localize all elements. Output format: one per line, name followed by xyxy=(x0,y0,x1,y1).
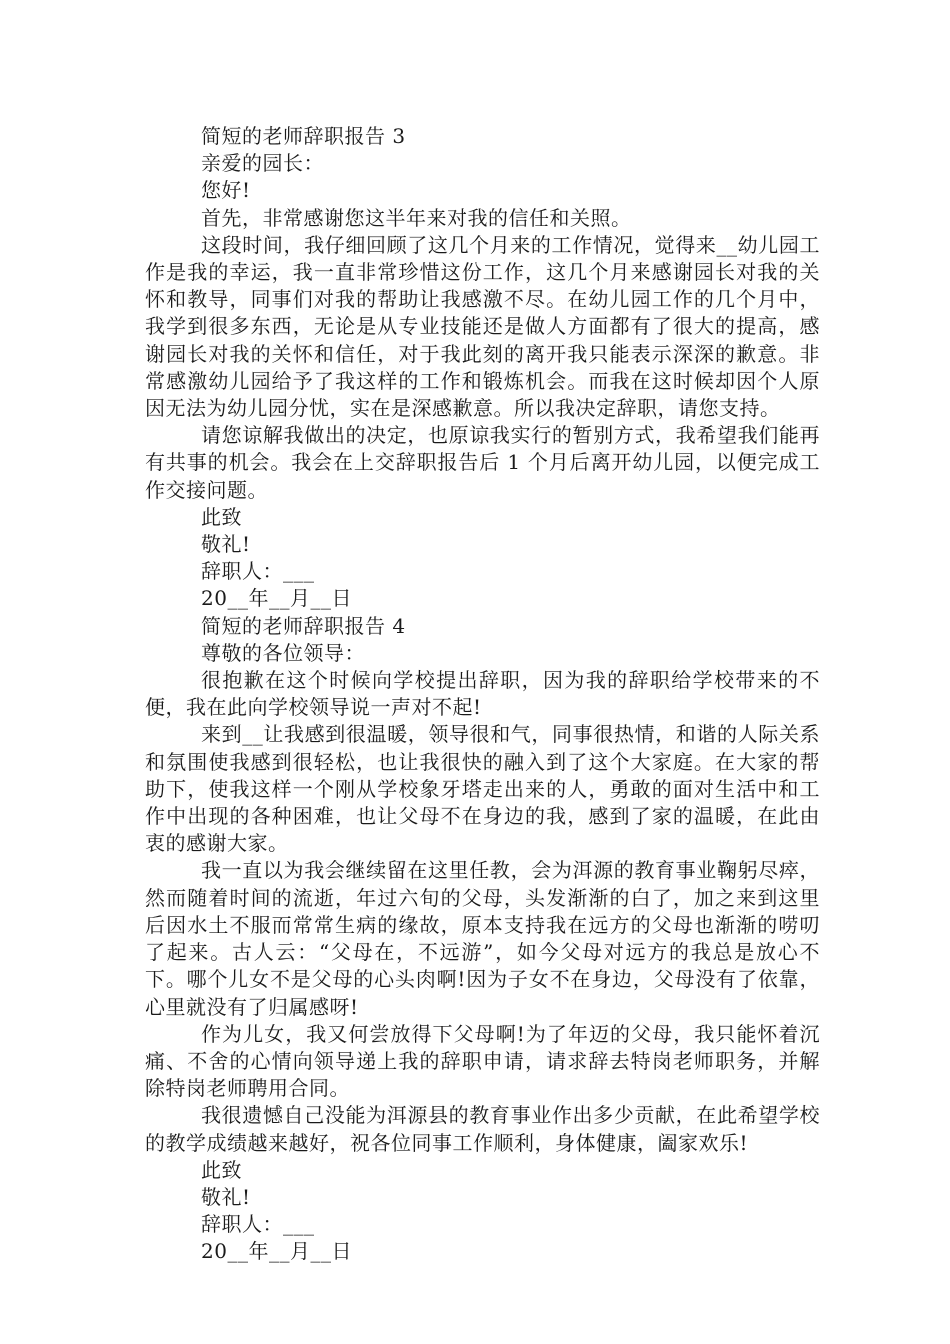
report-4-paragraph-5: 我很遗憾自己没能为洱源县的教育事业作出多少贡献，在此希望学校的教学成绩越来越好，祝各位同事工作顺利，身体健康，阖家欢乐! xyxy=(145,1103,820,1155)
report-3-paragraph-3: 请您谅解我做出的决定，也原谅我实行的暂别方式，我希望我们能再有共事的机会。我会在上交辞职报告后 1 个月后离开幼儿园，以便完成工作交接问题。 xyxy=(145,423,820,502)
report-3-signer: 辞职人：___ xyxy=(201,559,315,584)
report-4-paragraph-2: 来到__让我感到很温暖，领导很和气，同事很热情，和谐的人际关系和氛围使我感到很轻松，也让我很快的融入到了这个大家庭。在大家的帮助下，使我这样一个刚从学校象牙塔走出来的人，勇敢的面对生活中和工作中出现的各种困难，也让父母不在身边的我，感到了家的温暖，在此由衷的感谢大家。 xyxy=(145,722,820,856)
report-3-greeting: 您好! xyxy=(201,178,251,203)
report-3-paragraph-2: 这段时间，我仔细回顾了这几个月来的工作情况，觉得来__幼儿园工作是我的幸运，我一直非常珍惜这份工作，这几个月来感谢园长对我的关怀和教导，同事们对我的帮助让我感激不尽。在幼儿园工作的几个月中，我学到很多东西，无论是从专业技能还是做人方面都有了很大的提高，感谢园长对我的关怀和信任，对于我此刻的离开我只能表示深深的歉意。非常感激幼儿园给予了我这样的工作和锻炼机会。而我在这时候却因个人原因无法为幼儿园分忧，实在是深感歉意。所以我决定辞职，请您支持。 xyxy=(145,232,820,421)
report-3-paragraph-1: 首先，非常感谢您这半年来对我的信任和关照。 xyxy=(201,205,632,230)
report-4-closing-1: 此致 xyxy=(201,1157,242,1182)
report-4-title: 简短的老师辞职报告 4 xyxy=(201,613,406,638)
report-4-closing-2: 敬礼! xyxy=(201,1184,251,1209)
report-3-title: 简短的老师辞职报告 3 xyxy=(201,124,406,148)
report-4-salutation: 尊敬的各位领导： xyxy=(201,640,365,665)
report-4-signer: 辞职人：___ xyxy=(201,1212,315,1237)
report-3-closing-2: 敬礼! xyxy=(201,532,251,557)
report-3-closing-1: 此致 xyxy=(201,504,242,529)
report-3-date: 20__年__月__日 xyxy=(201,586,352,611)
report-4 xyxy=(145,613,820,1266)
report-4-paragraph-4: 作为儿女，我又何尝放得下父母啊!为了年迈的父母，我只能怀着沉痛、不舍的心情向领导递上我的辞职申请，请求辞去特岗老师职务，并解除特岗老师聘用合同。 xyxy=(145,1021,820,1101)
document-page xyxy=(145,123,820,1266)
report-4-date: 20__年__月__日 xyxy=(201,1239,352,1264)
report-4-paragraph-1: 很抱歉在这个时候向学校提出辞职，因为我的辞职给学校带来的不便，我在此向学校领导说一声对不起! xyxy=(145,668,820,720)
report-4-paragraph-3: 我一直以为我会继续留在这里任教，会为洱源的教育事业鞠躬尽瘁，然而随着时间的流逝，年过六旬的父母，头发渐渐的白了，加之来到这里后因水土不服而常常生病的缘故，原本支持我在远方的父母也渐渐的唠叨了起来。古人云：“父母在，不远游”，如今父母对远方的我总是放心不下。哪个儿女不是父母的心头肉啊!因为子女不在身边，父母没有了依靠，心里就没有了归属感呀! xyxy=(145,858,820,1019)
report-3 xyxy=(145,123,820,613)
report-3-salutation: 亲爱的园长： xyxy=(201,151,324,176)
